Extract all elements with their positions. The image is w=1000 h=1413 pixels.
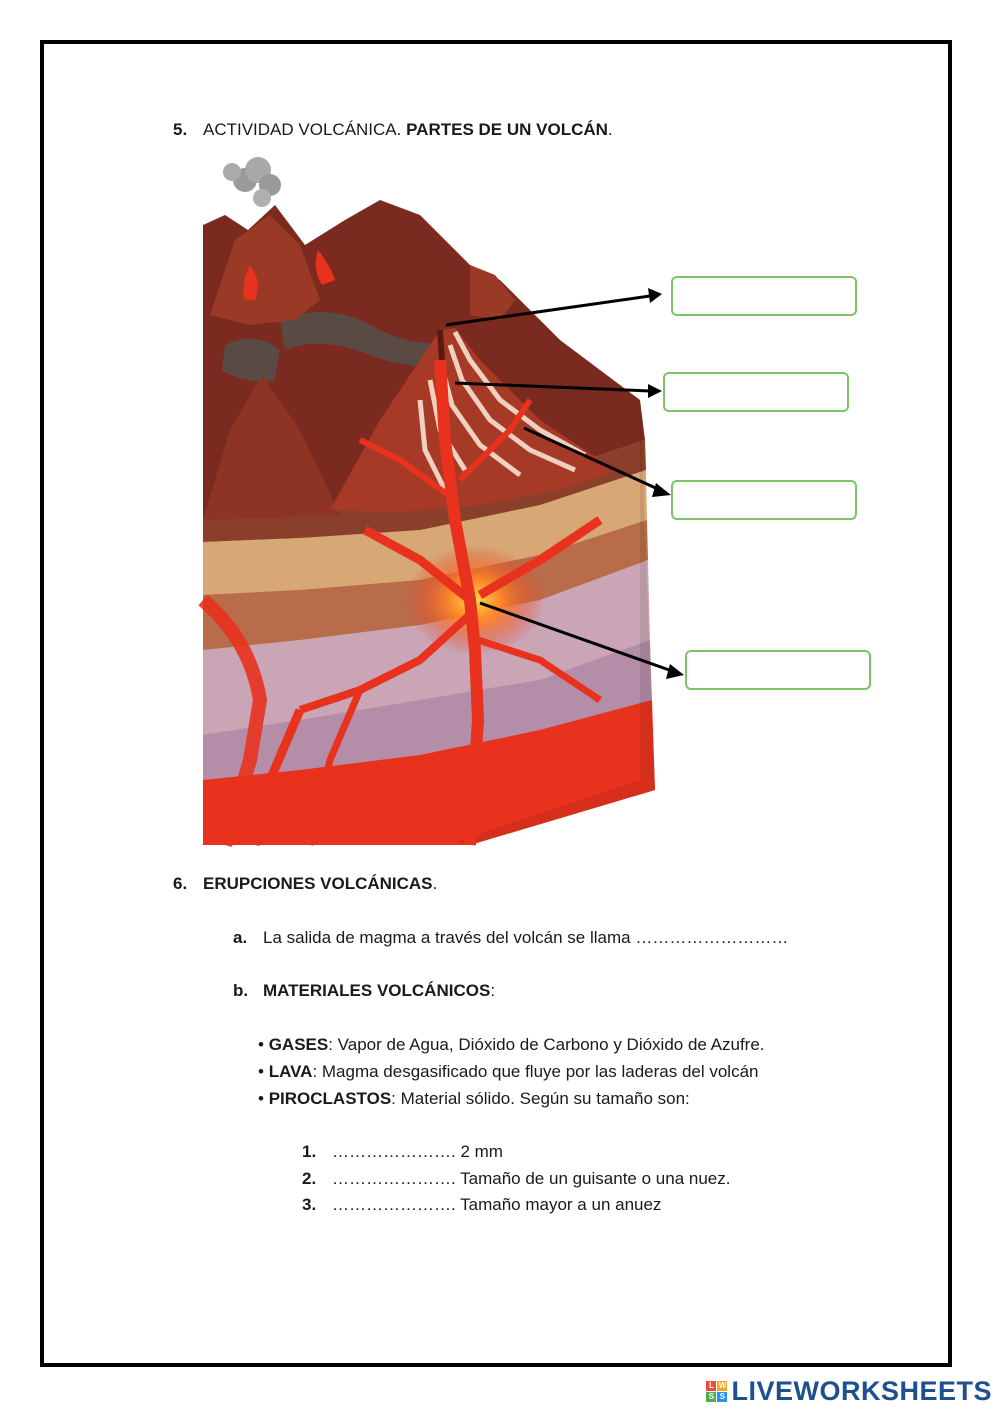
section-6-title-end: . <box>432 874 438 893</box>
label-box-crater[interactable] <box>671 276 857 316</box>
bullet-lava <box>258 1062 759 1082</box>
bullet-text: : Vapor de Agua, Dióxido de Carbono y Dióxido de Azufre. <box>328 1035 765 1054</box>
size-text: Tamaño de un guisante o una nuez. <box>455 1169 731 1188</box>
item-b-title: MATERIALES VOLCÁNICOS <box>263 981 491 1000</box>
size-answer-field[interactable]: …………………. <box>332 1195 456 1214</box>
item-a <box>233 928 788 948</box>
bullet-piroclastos <box>258 1089 690 1109</box>
item-b <box>233 981 495 1001</box>
item-a-label: a. <box>233 928 248 947</box>
size-number: 3. <box>302 1195 317 1214</box>
liveworksheets-logo <box>706 1376 992 1407</box>
section-5-title: ACTIVIDAD VOLCÁNICA. <box>203 120 407 139</box>
logo-mark-icon: L W S S <box>706 1381 727 1402</box>
label-box-chimney[interactable] <box>671 480 857 520</box>
size-answer-field[interactable]: …………………. <box>332 1169 456 1188</box>
section-6-title: ERUPCIONES VOLCÁNICAS <box>203 874 433 893</box>
item-a-text: La salida de magma a través del volcán se llama <box>263 928 636 947</box>
item-b-title-end: : <box>490 981 496 1000</box>
section-6-heading <box>173 874 437 894</box>
bullet-gases <box>258 1035 765 1055</box>
label-box-magma-chamber[interactable] <box>685 650 871 690</box>
section-5-title-end: . <box>607 120 613 139</box>
size-item-3 <box>302 1195 661 1215</box>
bullet-term: GASES <box>268 1035 329 1054</box>
size-answer-field[interactable]: …………………. <box>332 1142 456 1161</box>
section-5-number: 5. <box>173 120 188 139</box>
bullet-mark: • <box>258 1035 264 1054</box>
size-item-2 <box>302 1169 730 1189</box>
size-number: 1. <box>302 1142 317 1161</box>
size-number: 2. <box>302 1169 317 1188</box>
size-item-1 <box>302 1142 503 1162</box>
item-b-label: b. <box>233 981 249 1000</box>
label-box-cone[interactable] <box>663 372 849 412</box>
bullet-mark: • <box>258 1089 264 1108</box>
bullet-mark: • <box>258 1062 264 1081</box>
bullet-text: : Magma desgasificado que fluye por las laderas del volcán <box>312 1062 759 1081</box>
size-text: 2 mm <box>455 1142 503 1161</box>
section-6-number: 6. <box>173 874 188 893</box>
bullet-term: LAVA <box>268 1062 313 1081</box>
section-5-heading <box>173 120 613 140</box>
item-a-answer-field[interactable]: ……………………… <box>635 928 789 947</box>
bullet-term: PIROCLASTOS <box>268 1089 392 1108</box>
bullet-text: : Material sólido. Según su tamaño son: <box>391 1089 690 1108</box>
size-text: Tamaño mayor a un anuez <box>455 1195 662 1214</box>
page-frame <box>40 40 952 1367</box>
section-5-title-bold: PARTES DE UN VOLCÁN <box>406 120 608 139</box>
logo-text: LIVEWORKSHEETS <box>731 1376 992 1406</box>
